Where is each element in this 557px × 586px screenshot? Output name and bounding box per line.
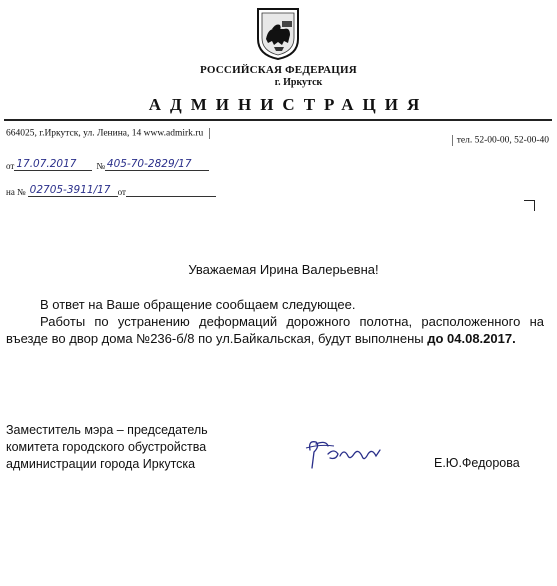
salutation: Уважаемая Ирина Валерьевна!	[188, 262, 379, 277]
coat-of-arms-icon	[254, 5, 302, 61]
handwritten-signature-icon	[300, 436, 390, 472]
signatory-line-1: Заместитель мэра – председатель	[6, 423, 208, 437]
ref-number: 02705-3911/17	[28, 184, 118, 197]
phone-line	[452, 135, 549, 146]
signatory-line-3: администрации города Иркутска	[6, 457, 196, 471]
phone-text: тел. 52-00-00, 52-00-40	[456, 135, 549, 146]
from-label: от	[6, 161, 15, 171]
signatory-line-2: комитета городского обустройства	[6, 440, 207, 454]
outgoing-number: 405-70-2829/17	[105, 158, 209, 171]
ref-from-label: от	[117, 187, 126, 197]
paragraph-main-text: Работы по устранению деформаций дорожного полотна, расположенного на въезде во двор дома №236-б/8 по ул.Байкальская, будут выполнены	[6, 314, 544, 346]
paragraph-main	[6, 313, 544, 347]
address-line	[6, 128, 210, 139]
ref-label: на №	[6, 187, 26, 197]
ref-date	[126, 184, 216, 197]
header-divider	[4, 119, 552, 121]
addressee-corner-mark	[524, 200, 535, 211]
signatory-name: Е.Ю.Федорова	[434, 456, 520, 470]
organization-title: АДМИНИСТРАЦИЯ	[148, 95, 429, 114]
country-title: РОССИЙСКАЯ ФЕДЕРАЦИЯ	[200, 64, 357, 76]
signatory-title	[6, 422, 208, 473]
outgoing-registration	[6, 158, 209, 171]
letter-body	[6, 296, 544, 347]
address-text: 664025, г.Иркутск, ул. Ленина, 14 www.admirk.ru	[6, 128, 204, 139]
paragraph-intro: В ответ на Ваше обращение сообщаем следующее.	[40, 297, 356, 312]
outgoing-date: 17.07.2017	[14, 158, 92, 171]
divider-tick	[452, 135, 453, 146]
city-title: г. Иркутск	[274, 77, 323, 88]
number-label: №	[96, 161, 105, 171]
incoming-reference	[6, 184, 216, 197]
deadline-date: до 04.08.2017.	[427, 331, 516, 346]
divider-tick	[209, 128, 210, 139]
